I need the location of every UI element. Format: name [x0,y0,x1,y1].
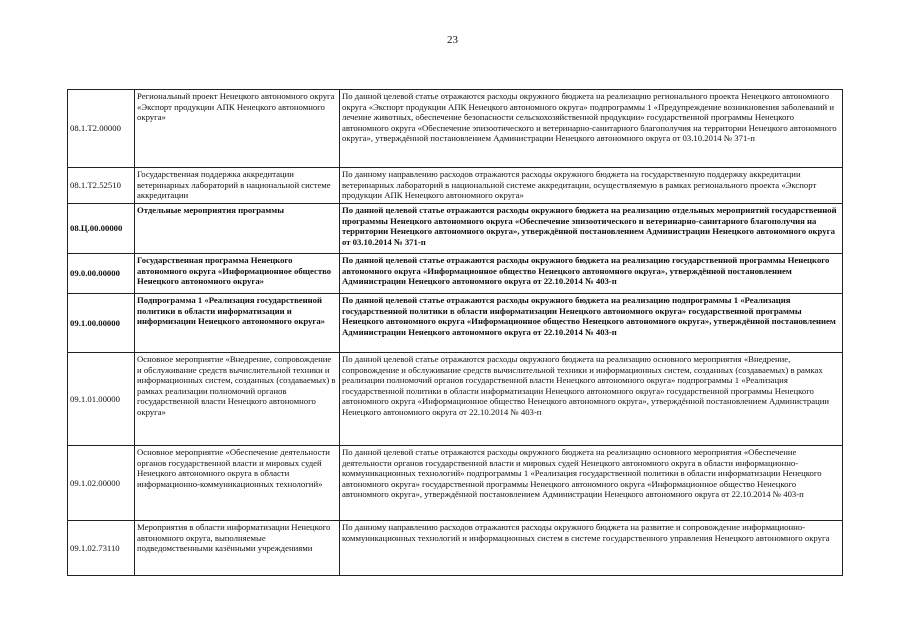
code-cell: 08.Ц.00.00000 [68,204,135,254]
page-number: 23 [447,34,458,46]
name-cell: Мероприятия в области информатизации Ненецкого автономного округа, выполняемые подведомственными казёнными учреждениями [135,521,340,576]
table-row [68,90,843,168]
name-cell: Отдельные мероприятия программы [135,204,340,254]
code-cell: 09.1.00.00000 [68,294,135,353]
code-cell: 09.1.02.73110 [68,521,135,576]
description-cell: По данному направлению расходов отражаются расходы окружного бюджета на государственную поддержку аккредитации ветеринарных лабораторий в национальной системе аккредитации, осуществляемую в рамках регионального проекта «Экспорт продукции АПК Ненецкого автономного округа» [340,168,843,204]
name-cell: Подпрограмма 1 «Реализация государственной политики в области информатизации и информизации Ненецкого автономного округа» [135,294,340,353]
description-cell: По данной целевой статье отражаются расходы окружного бюджета на реализацию подпрограммы 1 «Реализация государственной политики в области информатизации Ненецкого автономного округа» государственной программы Ненецкого автономного округа «Информационное общество Ненецкого автономного округа», утверждённой постановлением Администрации Ненецкого автономного округа от 22.10.2014 № 403-п [340,294,843,353]
code-cell: 09.0.00.00000 [68,254,135,294]
code-cell: 09.1.01.00000 [68,353,135,446]
description-cell: По данной целевой статье отражаются расходы окружного бюджета на реализацию отдельных мероприятий государственной программы Ненецкого автономного округа «Обеспечение эпизоотического и ветеринарно-санитарного благополучия на территории Ненецкого автономного округа», утверждённой постановлением Администрации Ненецкого автономного округа от 03.10.2014 № 371-п [340,204,843,254]
table-row [68,294,843,353]
table-row [68,521,843,576]
description-cell: По данной целевой статье отражаются расходы окружного бюджета на реализацию государственной программы Ненецкого автономного округа «Информационное общество Ненецкого автономного округа», утверждённой постановлением Администрации Ненецкого автономного округа от 22.10.2014 № 403-п [340,254,843,294]
description-cell: По данной целевой статье отражаются расходы окружного бюджета на реализацию основного мероприятия «Внедрение, сопровождение и обслуживание средств вычислительной техники и информационных систем, созданных (создаваемых) в рамках реализации полномочий органов государственной власти Ненецкого автономного округа» подпрограммы 1 «Реализация государственной политики в области информатизации Ненецкого автономного округа» государственной программы Ненецкого автономного округа «Информационное общество Ненецкого автономного округа», утверждённой постановлением Администрации Ненецкого автономного округа от 22.10.2014 № 403-п [340,353,843,446]
description-cell: По данной целевой статье отражаются расходы окружного бюджета на реализацию основного мероприятия «Обеспечение деятельности органов государственной власти и мировых судей Ненецкого автономного округа в области информационно-коммуникационных технологий» подпрограммы 1 «Реализация государственной политики в области информатизации Ненецкого автономного округа» государственной программы Ненецкого автономного округа «Информационное общество Ненецкого автономного округа», утверждённой постановлением Администрации Ненецкого автономного округа от 22.10.2014 № 403-п [340,446,843,521]
code-cell: 08.1.Т2.00000 [68,90,135,168]
description-cell: По данной целевой статье отражаются расходы окружного бюджета на реализацию регионального проекта Ненецкого автономного округа «Экспорт продукции АПК Ненецкого автономного округа» подпрограммы 1 «Предупреждение возникновения заболеваний и лечение животных, обеспечение безопасности сельскохозяйственной продукции» государственной программы Ненецкого автономного округа «Обеспечение эпизоотического и ветеринарно-санитарного благополучия на территории Ненецкого автономного округа», утверждённой постановлением Администрации Ненецкого автономного округа от 03.10.2014 № 371-п [340,90,843,168]
name-cell: Основное мероприятие «Внедрение, сопровождение и обслуживание средств вычислительной техники и информационных систем, созданных (создаваемых) в рамках реализации полномочий органов государственной власти Ненецкого автономного округа» [135,353,340,446]
name-cell: Государственная программа Ненецкого автономного округа «Информационное общество Ненецкого автономного округа» [135,254,340,294]
description-cell: По данному направлению расходов отражаются расходы окружного бюджета на развитие и сопровождение информационно-коммуникационных технологий и информационных систем в системе государственного управления Ненецкого автономного округа [340,521,843,576]
name-cell: Основное мероприятие «Обеспечение деятельности органов государственной власти и мировых судей Ненецкого автономного округа в области информационно-коммуникационных технологий» [135,446,340,521]
name-cell: Региональный проект Ненецкого автономного округа «Экспорт продукции АПК Ненецкого автономного округа» [135,90,340,168]
code-cell: 08.1.Т2.52510 [68,168,135,204]
table-row [68,168,843,204]
name-cell: Государственная поддержка аккредитации ветеринарных лабораторий в национальной системе аккредитации [135,168,340,204]
table-row [68,446,843,521]
code-cell: 09.1.02.00000 [68,446,135,521]
table-row [68,353,843,446]
table-row [68,204,843,254]
table-row [68,254,843,294]
budget-classification-table [67,89,843,576]
